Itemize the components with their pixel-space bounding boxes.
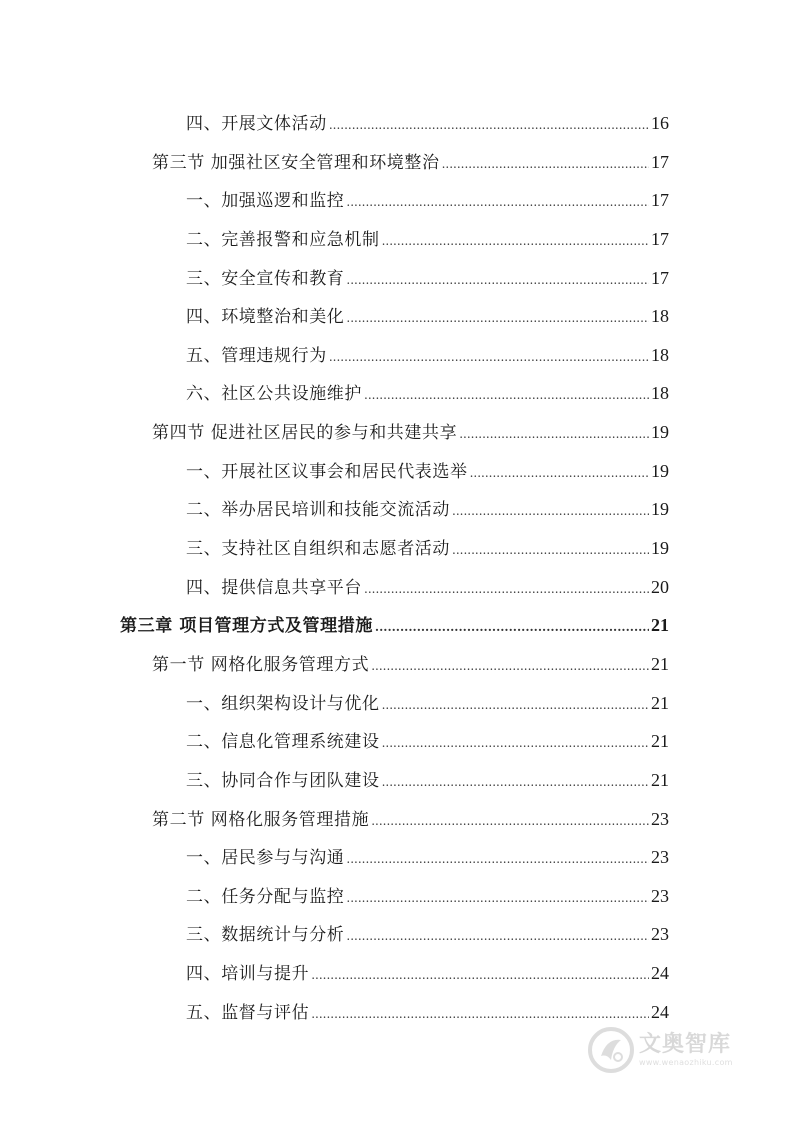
toc-entry-page-number: 18: [651, 344, 669, 365]
toc-entry[interactable]: [0, 217, 793, 256]
toc-dot-leader: [329, 350, 649, 364]
toc-entry[interactable]: [0, 565, 793, 604]
toc-entry-title: 五、管理违规行为: [186, 345, 327, 366]
toc-entry[interactable]: [0, 371, 793, 410]
toc-dot-leader: [364, 388, 649, 402]
toc-entry-page-number: 17: [651, 190, 669, 211]
toc-entry[interactable]: [0, 951, 793, 990]
toc-entry[interactable]: [0, 449, 793, 488]
toc-dot-leader: [375, 620, 649, 634]
toc-entry-page-number: 23: [651, 847, 669, 868]
toc-entry-title: 第三节 加强社区安全管理和环境整治: [152, 152, 440, 173]
watermark-name: 文奥智库: [639, 1031, 732, 1057]
toc-dot-leader: [452, 543, 649, 557]
toc-entry-title: 二、完善报警和应急机制: [186, 229, 380, 250]
toc-entry-page-number: 24: [651, 1001, 669, 1022]
toc-dot-leader: [346, 852, 649, 866]
toc-entry-title: 二、信息化管理系统建设: [186, 732, 380, 753]
toc-dot-leader: [311, 1007, 649, 1021]
toc-entry-page-number: 21: [651, 653, 669, 674]
toc-dot-leader: [470, 466, 649, 480]
toc-entry[interactable]: [0, 410, 793, 449]
toc-entry-page-number: 18: [651, 306, 669, 327]
toc-entry-page-number: 19: [651, 499, 669, 520]
toc-entry-title: 第一节 网格化服务管理方式: [152, 654, 370, 675]
toc-entry-title: 三、协同合作与团队建设: [186, 770, 380, 791]
toc-entry-title: 三、数据统计与分析: [186, 925, 345, 946]
toc-entry[interactable]: [0, 178, 793, 217]
toc-entry-page-number: 21: [651, 731, 669, 752]
toc-dot-leader: [371, 659, 649, 673]
toc-entry[interactable]: [0, 719, 793, 758]
toc-entry[interactable]: [0, 874, 793, 913]
toc-entry-page-number: 19: [651, 460, 669, 481]
toc-entry[interactable]: [0, 294, 793, 333]
toc-entry[interactable]: [0, 333, 793, 372]
toc-entry-page-number: 21: [651, 769, 669, 790]
toc-entry-title: 六、社区公共设施维护: [186, 384, 362, 405]
toc-dot-leader: [329, 118, 649, 132]
toc-dot-leader: [346, 195, 649, 209]
toc-dot-leader: [382, 234, 649, 248]
toc-entry-title: 第四节 促进社区居民的参与和共建共享: [152, 423, 458, 444]
table-of-contents: [0, 101, 793, 1028]
toc-entry-page-number: 17: [651, 228, 669, 249]
toc-entry-title: 第二节 网格化服务管理措施: [152, 809, 370, 830]
toc-entry[interactable]: [0, 797, 793, 836]
toc-entry[interactable]: [0, 681, 793, 720]
toc-entry-page-number: 20: [651, 576, 669, 597]
toc-entry-title: 五、监督与评估: [186, 1002, 310, 1023]
toc-dot-leader: [346, 929, 649, 943]
toc-dot-leader: [459, 427, 649, 441]
toc-entry-page-number: 17: [651, 151, 669, 172]
toc-entry-title: 四、开展文体活动: [186, 114, 327, 134]
toc-entry-title: 一、组织架构设计与优化: [186, 693, 380, 714]
toc-entry[interactable]: [0, 140, 793, 179]
toc-entry-page-number: 23: [651, 808, 669, 829]
toc-entry-title: 三、安全宣传和教育: [186, 268, 345, 289]
toc-dot-leader: [382, 736, 649, 750]
toc-entry-title: 三、支持社区自组织和志愿者活动: [186, 539, 450, 560]
toc-entry-page-number: 19: [651, 538, 669, 559]
toc-entry-title: 一、开展社区议事会和居民代表选举: [186, 461, 468, 482]
toc-dot-leader: [364, 582, 649, 596]
toc-entry-title: 第三章 项目管理方式及管理措施: [120, 616, 373, 637]
toc-entry[interactable]: [0, 526, 793, 565]
toc-entry[interactable]: [0, 603, 793, 642]
toc-entry-page-number: 21: [651, 692, 669, 713]
toc-entry[interactable]: [0, 835, 793, 874]
toc-entry-title: 一、居民参与与沟通: [186, 848, 345, 869]
toc-entry-title: 四、环境整治和美化: [186, 307, 345, 328]
toc-entry[interactable]: [0, 912, 793, 951]
watermark-url: www.wenaozhiku.com: [639, 1057, 733, 1067]
toc-entry-title: 二、举办居民培训和技能交流活动: [186, 500, 450, 521]
toc-dot-leader: [382, 775, 649, 789]
toc-dot-leader: [371, 814, 649, 828]
toc-entry-page-number: 19: [651, 422, 669, 443]
wenao-logo-icon: [587, 1026, 635, 1074]
toc-entry-title: 四、培训与提升: [186, 964, 310, 985]
toc-entry[interactable]: [0, 487, 793, 526]
toc-dot-leader: [442, 157, 649, 171]
watermark: [587, 1022, 767, 1078]
toc-entry-title: 四、提供信息共享平台: [186, 577, 362, 598]
toc-entry-page-number: 17: [651, 267, 669, 288]
toc-entry-page-number: 23: [651, 885, 669, 906]
toc-entry-page-number: 23: [651, 924, 669, 945]
toc-entry-page-number: 18: [651, 383, 669, 404]
toc-dot-leader: [382, 698, 649, 712]
toc-dot-leader: [346, 891, 649, 905]
toc-entry[interactable]: [0, 642, 793, 681]
toc-entry-title: 二、任务分配与监控: [186, 886, 345, 907]
toc-dot-leader: [311, 968, 649, 982]
toc-entry[interactable]: [0, 256, 793, 295]
toc-entry-page-number: 24: [651, 963, 669, 984]
toc-dot-leader: [346, 311, 649, 325]
toc-dot-leader: [452, 504, 649, 518]
toc-dot-leader: [346, 273, 649, 287]
toc-entry-title: 一、加强巡逻和监控: [186, 191, 345, 212]
toc-entry[interactable]: [0, 101, 793, 140]
toc-entry-page-number: 16: [651, 113, 669, 133]
toc-entry-page-number: 21: [651, 615, 669, 636]
toc-entry[interactable]: [0, 758, 793, 797]
